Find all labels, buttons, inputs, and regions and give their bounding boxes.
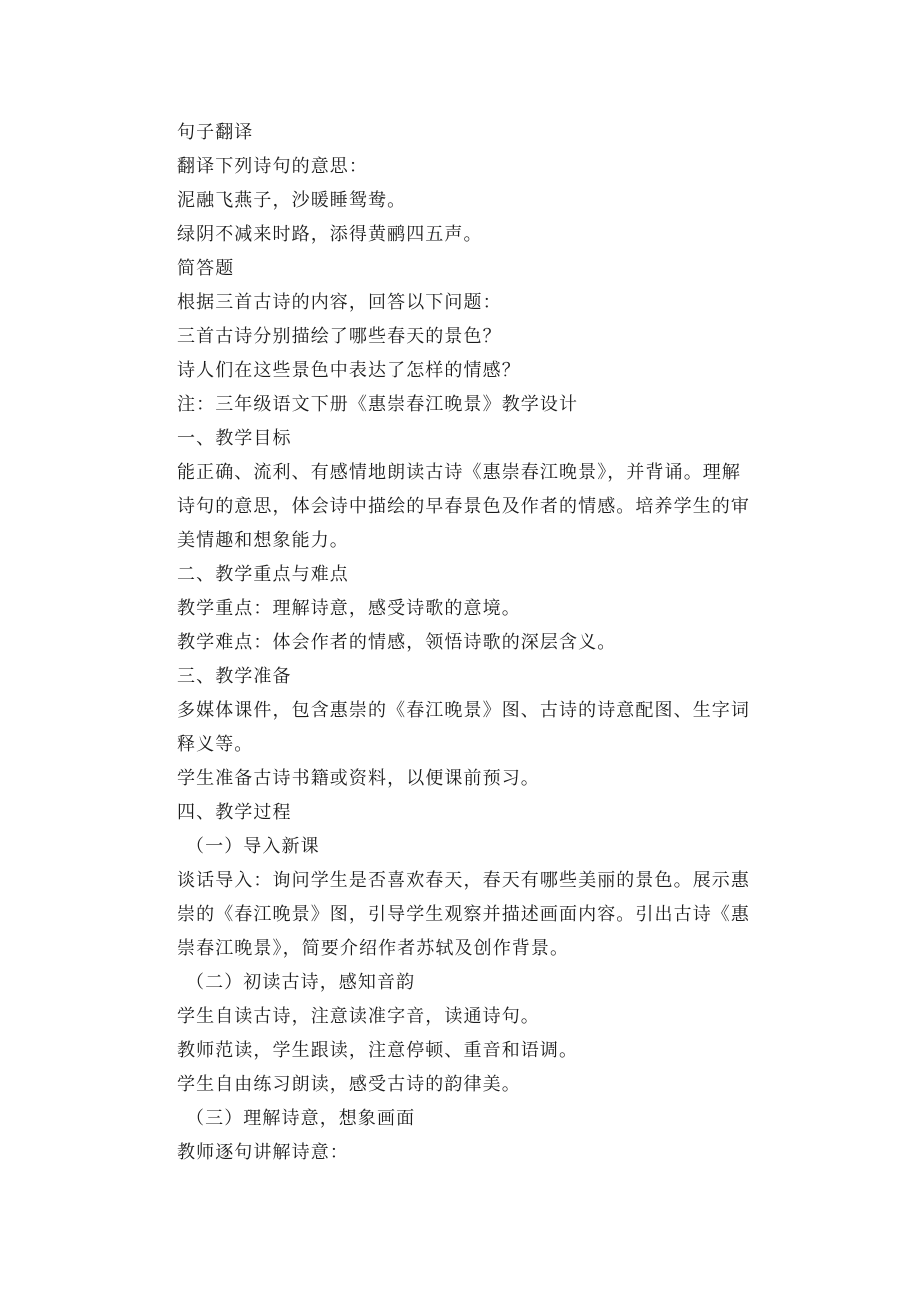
paragraph-line: 释义等。: [177, 734, 254, 755]
paragraph-line: 崇春江晚景》，简要介绍作者苏轼及创作背景。: [177, 938, 570, 959]
paragraph-line: 崇的《春江晚景》图，引导学生观察并描述画面内容。引出古诗《惠: [177, 904, 750, 925]
section-heading-process: 四、教学过程: [177, 802, 292, 823]
poem-line: 泥融飞燕子，沙暖睡鸳鸯。: [177, 190, 407, 211]
subsection-heading-intro: （一）导入新课: [186, 836, 320, 857]
paragraph-line: 教师范读，学生跟读，注意停顿、重音和语调。: [177, 1040, 579, 1061]
poem-line: 绿阴不减来时路，添得黄鹂四五声。: [177, 224, 483, 245]
paragraph-line: 谈话导入：询问学生是否喜欢春天，春天有哪些美丽的景色。展示惠: [177, 870, 750, 891]
section-heading-preparation: 三、教学准备: [177, 666, 292, 687]
paragraph-line: 教学重点：理解诗意，感受诗歌的意境。: [177, 598, 521, 619]
document-body: [177, 116, 783, 1170]
question-line: 三首古诗分别描绘了哪些春天的景色？: [177, 326, 502, 347]
paragraph-line: 能正确、流利、有感情地朗读古诗《惠崇春江晚景》，并背诵。理解: [177, 462, 741, 483]
paragraph-line: 美情趣和想象能力。: [177, 530, 349, 551]
paragraph-line: 学生自由练习朗读，感受古诗的韵律美。: [177, 1074, 521, 1095]
question-line: 诗人们在这些景色中表达了怎样的情感？: [177, 360, 521, 381]
subsection-heading-first-reading: （二）初读古诗，感知音韵: [186, 972, 416, 993]
subsection-heading-understanding: （三）理解诗意，想象画面: [186, 1108, 416, 1129]
section-heading-teaching-goals: 一、教学目标: [177, 428, 292, 449]
paragraph-line: 学生自读古诗，注意读准字音，读通诗句。: [177, 1006, 540, 1027]
section-heading-short-answer: 简答题: [177, 258, 235, 279]
paragraph-line: 教学难点：体会作者的情感，领悟诗歌的深层含义。: [177, 632, 617, 653]
paragraph-line: 学生准备古诗书籍或资料，以便课前预习。: [177, 768, 540, 789]
paragraph-line: 教师逐句讲解诗意：: [177, 1142, 349, 1163]
paragraph-line: 翻译下列诗句的意思：: [177, 156, 368, 177]
section-heading-key-points: 二、教学重点与难点: [177, 564, 349, 585]
paragraph-line: 多媒体课件，包含惠崇的《春江晚景》图、古诗的诗意配图、生字词: [177, 700, 750, 721]
paragraph-line: 根据三首古诗的内容，回答以下问题：: [177, 292, 502, 313]
note-line: 注：三年级语文下册《惠崇春江晚景》教学设计: [177, 394, 579, 415]
paragraph-line: 诗句的意思，体会诗中描绘的早春景色及作者的情感。培养学生的审: [177, 496, 750, 517]
section-heading-sentence-translation: 句子翻译: [177, 122, 254, 143]
